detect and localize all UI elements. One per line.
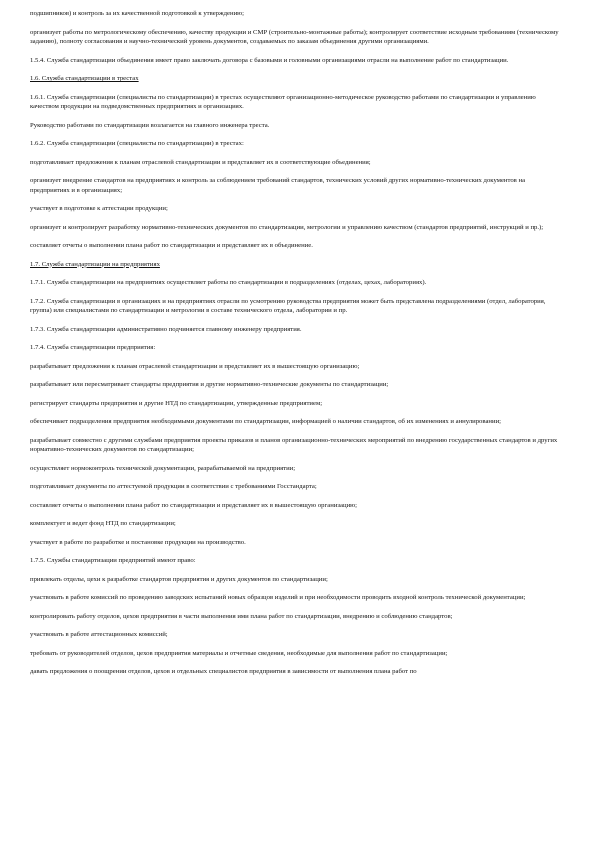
section-heading: 1.7. Служба стандартизации на предприятиях	[30, 260, 160, 268]
section-heading: 1.6. Служба стандартизации в трестах	[30, 75, 139, 82]
paragraph: участвовать в работе комиссий по проведению заводских испытаний новых образцов изделий и при необходимости проводить входной контроль технической документации;	[30, 594, 526, 601]
paragraph: подготавливает предложения к планам отраслевой стандартизации и представляет их в соответствующие объединения;	[30, 158, 371, 166]
paragraph: участвует в подготовке к аттестации продукции;	[30, 205, 168, 212]
paragraph: регистрирует стандарты предприятия и другие НТД по стандартизации, утвержденные предприятием;	[30, 399, 323, 407]
paragraph: привлекать отделы, цехи к разработке стандартов предприятия и других документов по стандартизации;	[30, 575, 328, 583]
paragraph: участвовать в работе аттестационных комиссий;	[30, 631, 168, 638]
paragraph: 1.7.3. Служба стандартизации административно подчиняется главному инженеру предприятия.	[30, 325, 302, 333]
paragraph: подготавливает документы по аттестуемой продукции в соответствии с требованиями Госстандарта;	[30, 483, 317, 490]
paragraph: давать предложения о поощрении отделов, цехов и отдельных специалистов предприятия в зависимости от выполнения плана работ по	[30, 668, 417, 675]
paragraph: 1.7.1. Служба стандартизации на предприятиях осуществляет работы по стандартизации в подразделениях (отделах, цехах, лабораториях).	[30, 279, 427, 286]
paragraph: 1.6.1. Служба стандартизации (специалисты по стандартизации) в трестах осуществляют организационно-методическое руководство работами по стандартизации и управлению качеством продукции на подведомственных предприятиях и организациях.	[30, 93, 536, 110]
paragraph: осуществляет нормоконтроль технической документации, разрабатываемой на предприятии;	[30, 464, 296, 472]
paragraph: Руководство работами по стандартизации возлагается на главного инженера треста.	[30, 121, 270, 129]
paragraph: участвует в работе по разработке и постановке продукции на производство.	[30, 538, 246, 546]
paragraph: 1.7.2. Служба стандартизации в организациях и на предприятиях отрасли по усмотрению руководства предприятия может быть представлена подразделениями (отдел, лаборатория, группа) или специалистами по стандартизации и метрологии в составе технического отдела, лаборатории и пр.	[30, 297, 546, 314]
paragraph: организует работы по метрологическому обеспечению, качеству продукции и СМР (строительно-монтажные работы); контролирует соответствие исходным требованиям (техническому заданию), полноту согласования и научно-технический уровень документов, создаваемых по заказам объединения другими организациями.	[30, 28, 559, 45]
paragraph: разрабатывает предложения к планам отраслевой стандартизации и представляет их в вышестоящую организацию;	[30, 362, 360, 370]
paragraph: разрабатывает совместно с другими службами предприятия проекты приказов и планов организационно-технических мероприятий по внедрению государственных стандартов и других нормативно-технических документов по стандартизации;	[30, 436, 558, 453]
paragraph: составляет отчеты о выполнении плана работ по стандартизации и представляет их в объединение.	[30, 242, 313, 249]
paragraph: комплектует и ведет фонд НТД по стандартизации;	[30, 520, 176, 527]
paragraph: организует и контролирует разработку нормативно-технических документов по стандартизации, метрологии и управлению качеством (стандартов предприятий, инструкций и пр.);	[30, 223, 544, 231]
paragraph: 1.7.4. Служба стандартизации предприятия:	[30, 344, 156, 351]
paragraph: контролировать работу отделов, цехов предприятия в части выполнения ими плана работ по стандартизации, внедрению и соблюдению стандартов;	[30, 612, 453, 620]
paragraph: подшипников) и контроль за их качественной подготовкой к утверждению;	[30, 10, 245, 17]
paragraph: требовать от руководителей отделов, цехов предприятия материалы и отчетные сведения, необходимые для выполнения работ по стандартизации;	[30, 649, 448, 657]
paragraph: обеспечивает подразделения предприятия необходимыми документами по стандартизации, информацией о наличии стандартов, об их изменениях и аннулировании;	[30, 418, 502, 425]
paragraph: 1.5.4. Служба стандартизации объединения имеет право заключать договора с базовыми и головными организациями отрасли на выполнение работ по стандартизации.	[30, 56, 509, 64]
paragraph: разрабатывает или пересматривает стандарты предприятия и другие нормативно-технические документы по стандартизации;	[30, 381, 389, 388]
paragraph: 1.6.2. Служба стандартизации (специалисты по стандартизации) в трестах:	[30, 140, 244, 147]
paragraph: составляет отчеты о выполнении плана работ по стандартизации и представляет их в вышестоящую организацию;	[30, 501, 358, 509]
paragraph: организует внедрение стандартов на предприятиях и контроль за соблюдением требований стандартов, технических условий других нормативно-технических документов на предприятиях и в организациях;	[30, 177, 526, 194]
paragraph: 1.7.5. Службы стандартизации предприятий имеют право:	[30, 557, 196, 564]
